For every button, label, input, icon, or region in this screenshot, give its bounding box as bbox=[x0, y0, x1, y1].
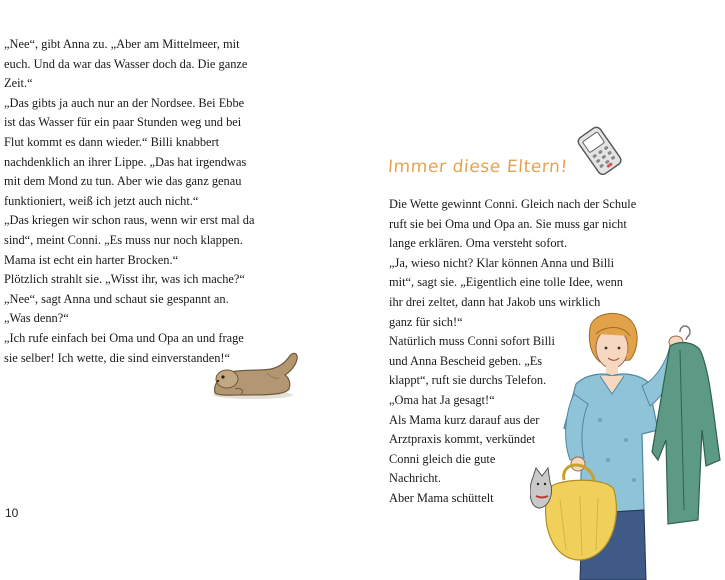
seal-illustration bbox=[205, 345, 305, 400]
text-line: euch. Und da war das Wasser doch da. Die ganze bbox=[4, 56, 248, 71]
text-line: Nachricht. bbox=[389, 471, 441, 486]
text-line: „Was denn?“ bbox=[4, 311, 69, 326]
mother-with-laundry-and-cat-illustration bbox=[530, 310, 725, 580]
text-line: „Das kriegen wir schon raus, wenn wir erst mal da bbox=[4, 213, 255, 228]
text-line: sind“, meint Conni. „Es muss nur noch klappen. bbox=[4, 232, 243, 247]
text-line: Plötzlich strahlt sie. „Wisst ihr, was ich mache?“ bbox=[4, 272, 245, 287]
text-line: funktioniert, weiß ich jetzt auch nicht.“ bbox=[4, 193, 199, 208]
page-number: 10 bbox=[5, 506, 19, 520]
text-line: Mama ist echt ein harter Brocken.“ bbox=[4, 252, 179, 267]
text-line: „Oma hat Ja gesagt!“ bbox=[389, 392, 495, 407]
text-line: sie selber! Ich wette, die sind einverstanden!“ bbox=[4, 350, 231, 365]
text-line: lange erklären. Oma versteht sofort. bbox=[389, 236, 568, 251]
text-line: Arztpraxis kommt, verkündet bbox=[389, 432, 536, 447]
text-line: „Das gibts ja auch nur an der Nordsee. Bei Ebbe bbox=[4, 95, 245, 110]
text-line: Aber Mama schüttelt bbox=[389, 490, 494, 505]
text-line: ruft sie bei Oma und Opa an. Sie muss gar nicht bbox=[389, 216, 627, 231]
text-line: „Nee“, gibt Anna zu. „Aber am Mittelmeer, mit bbox=[4, 37, 240, 51]
text-line: Die Wette gewinnt Conni. Gleich nach der Schule bbox=[389, 197, 637, 211]
text-line: nachdenklich an ihrer Lippe. „Das hat irgendwas bbox=[4, 154, 247, 169]
text-line: ganz für sich!“ bbox=[389, 314, 463, 329]
text-line: Zeit.“ bbox=[4, 76, 33, 91]
text-line: Natürlich muss Conni sofort Billi bbox=[389, 334, 555, 349]
text-line: mit dem Mond zu tun. Aber wie das ganz genau bbox=[4, 174, 242, 189]
text-line: „Ja, wieso nicht? Klar können Anna und Billi bbox=[389, 255, 615, 270]
mobile-phone-illustration bbox=[570, 125, 628, 175]
text-line: „Nee“, sagt Anna und schaut sie gespannt an. bbox=[4, 291, 229, 306]
text-line: ihr drei zeltet, dann hat Jakob uns wirklich bbox=[389, 294, 601, 309]
left-page bbox=[0, 0, 360, 580]
text-line: klappt“, ruft sie durchs Telefon. bbox=[389, 373, 547, 388]
chapter-title: Immer diese Eltern! bbox=[387, 157, 569, 177]
left-page-text bbox=[4, 35, 255, 368]
text-line: Flut kommt es dann wieder.“ Billi knabbert bbox=[4, 134, 220, 149]
text-line: ist das Wasser für ein paar Stunden weg und bei bbox=[4, 115, 242, 130]
text-line: Conni gleich die gute bbox=[389, 451, 496, 466]
text-line: Als Mama kurz darauf aus der bbox=[389, 412, 540, 427]
text-line: mit“, sagt sie. „Eigentlich eine tolle Idee, wenn bbox=[389, 275, 623, 290]
text-line: „Ich rufe einfach bei Oma und Opa an und frage bbox=[4, 330, 244, 345]
text-line: und Anna Bescheid geben. „Es bbox=[389, 353, 543, 368]
